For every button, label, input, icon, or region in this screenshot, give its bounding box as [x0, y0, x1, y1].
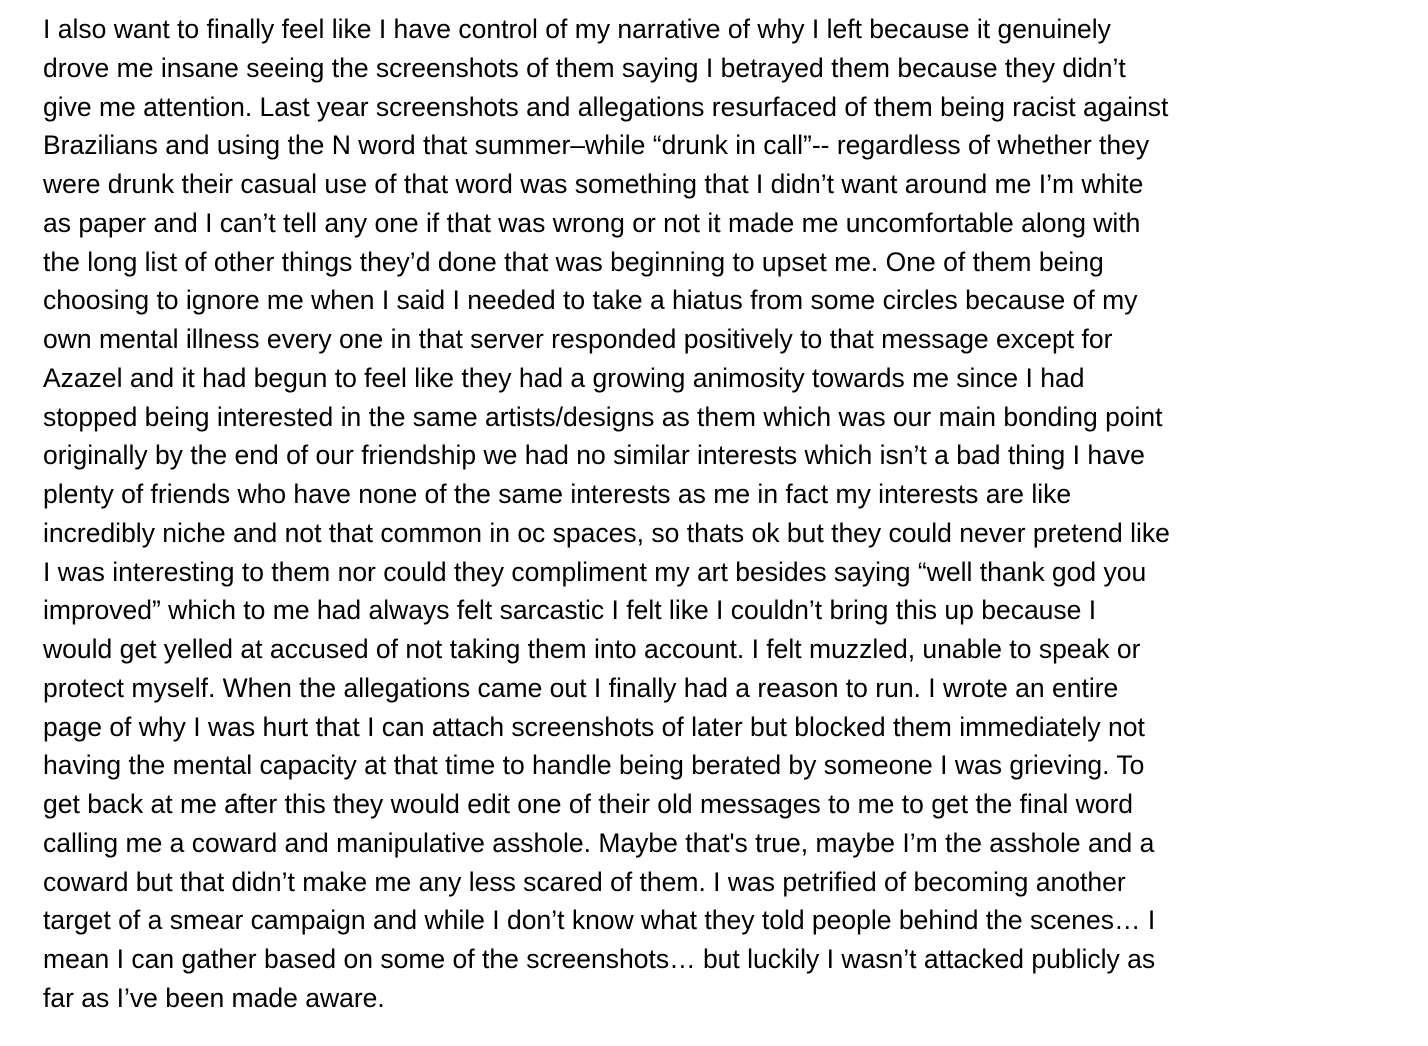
- text-line: mean I can gather based on some of the screenshots… but luckily I wasn’t attacked publicly as: [43, 944, 1156, 974]
- text-line: would get yelled at accused of not taking them into account. I felt muzzled, unable to speak or: [43, 634, 1141, 664]
- text-line: get back at me after this they would edit one of their old messages to me to get the final word: [43, 789, 1134, 819]
- text-line: Azazel and it had begun to feel like they had a growing animosity towards me since I had: [43, 362, 1085, 393]
- text-line: drove me insane seeing the screenshots of them saying I betrayed them because they didn’t: [43, 52, 1126, 83]
- text-line: improved” which to me had always felt sarcastic I felt like I couldn’t bring this up because I: [43, 595, 1097, 626]
- text-line: as paper and I can’t tell any one if that was wrong or not it made me uncomfortable along with: [43, 207, 1141, 238]
- text-line: give me attention. Last year screenshots and allegations resurfaced of them being racist against: [43, 91, 1169, 122]
- text-line: choosing to ignore me when I said I needed to take a hiatus from some circles because of my: [43, 285, 1138, 316]
- text-line: page of why I was hurt that I can attach screenshots of later but blocked them immediately not: [43, 711, 1145, 742]
- text-line: I also want to finally feel like I have control of my narrative of why I left because it genuinely: [43, 14, 1111, 44]
- text-line: were drunk their casual use of that word was something that I didn’t want around me I’m white: [43, 169, 1144, 199]
- text-line: stopped being interested in the same artists/designs as them which was our main bonding point: [43, 401, 1163, 432]
- text-line: the long list of other things they’d done that was beginning to upset me. One of them being: [43, 246, 1104, 277]
- text-line: coward but that didn’t make me any less scared of them. I was petrified of becoming another: [43, 866, 1126, 897]
- text-line: own mental illness every one in that server responded positively to that message except for: [43, 324, 1113, 354]
- text-line: originally by the end of our friendship we had no similar interests which isn’t a bad thing I have: [43, 440, 1145, 471]
- text-line: protect myself. When the allegations came out I finally had a reason to run. I wrote an entire: [43, 672, 1119, 703]
- text-line: having the mental capacity at that time to handle being berated by someone I was grieving. To: [43, 750, 1145, 781]
- text-line: far as I’ve been made aware.: [43, 982, 385, 1013]
- text-line: incredibly niche and not that common in oc spaces, so thats ok but they could never pretend like: [43, 517, 1170, 548]
- text-line: Brazilians and using the N word that summer–while “drunk in call”-- regardless of whether they: [43, 130, 1150, 161]
- text-line: plenty of friends who have none of the same interests as me in fact my interests are like: [43, 479, 1072, 509]
- text-line: target of a smear campaign and while I don’t know what they told people behind the scenes… I: [43, 905, 1156, 936]
- text-line: calling me a coward and manipulative asshole. Maybe that's true, maybe I’m the asshole and a: [43, 827, 1155, 858]
- document-body: [43, 10, 1343, 1018]
- text-line: I was interesting to them nor could they compliment my art besides saying “well thank god you: [43, 556, 1147, 587]
